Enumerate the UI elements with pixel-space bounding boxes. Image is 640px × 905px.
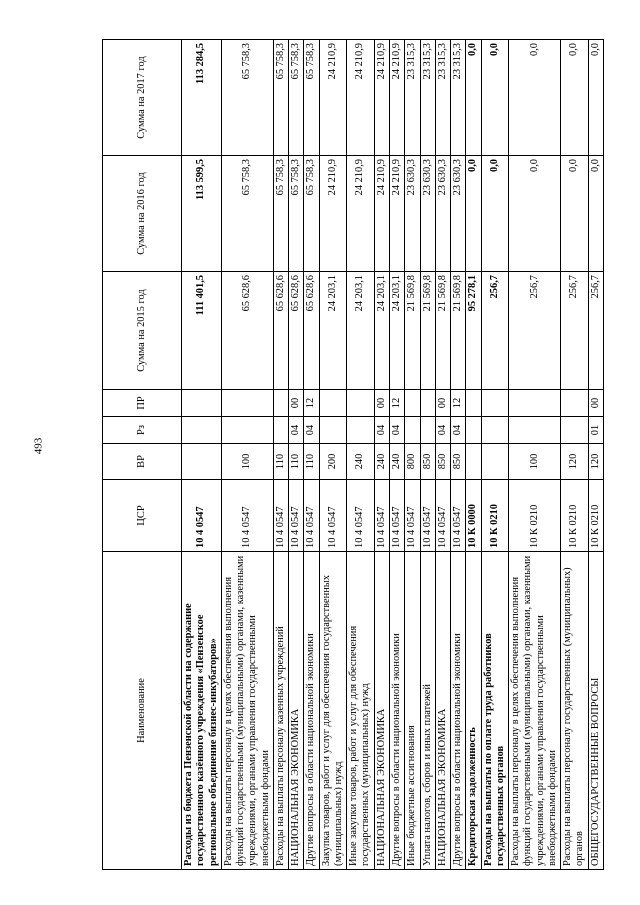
- cell-sum-2016: 24 210,9: [389, 156, 404, 272]
- cell-csr: 10 К 0210: [481, 480, 509, 552]
- cell-sum-2017: 113 284,5: [182, 40, 222, 156]
- cell-name: Расходы на выплаты персоналу в целях обеспечения выполнения функций государственными (муниципальными) органами, казенными учреждениями, органами управления государственными внебюджетными фондами: [221, 552, 273, 870]
- cell-rz: 04: [435, 417, 450, 444]
- cell-rz: 04: [389, 417, 404, 444]
- cell-sum-2015: 24 203,1: [374, 272, 389, 390]
- table-body: [182, 40, 604, 870]
- cell-name: Расходы на выплаты по оплате труда работников государственных органов: [481, 552, 509, 870]
- table-row: [289, 40, 304, 870]
- cell-name: Иные закупки товаров, работ и услуг для обеспечения государственных (муниципальных) нужд: [347, 552, 375, 870]
- cell-vr: 240: [389, 444, 404, 480]
- table-row: [509, 40, 561, 870]
- cell-rz: 04: [451, 417, 466, 444]
- cell-rz: [420, 417, 435, 444]
- cell-vr: 850: [435, 444, 450, 480]
- cell-sum-2017: 65 758,3: [273, 40, 288, 156]
- cell-rz: [319, 417, 347, 444]
- cell-pr: [273, 390, 288, 417]
- table-row: [389, 40, 404, 870]
- cell-csr: 10 4 0547: [182, 480, 222, 552]
- cell-rz: [561, 417, 589, 444]
- cell-name: Другие вопросы в области национальной экономики: [389, 552, 404, 870]
- cell-name: Расходы на выплаты персоналу в целях обеспечения выполнения функций государственными (муниципальными) органами, казенными учреждениями, органами управления государственными внебюджетными фондами: [509, 552, 561, 870]
- cell-sum-2017: 65 758,3: [221, 40, 273, 156]
- cell-pr: [509, 390, 561, 417]
- cell-sum-2017: 24 210,9: [319, 40, 347, 156]
- cell-sum-2015: 256,7: [509, 272, 561, 390]
- cell-pr: [466, 390, 481, 417]
- cell-sum-2015: 21 569,8: [405, 272, 420, 390]
- cell-pr: [420, 390, 435, 417]
- cell-sum-2016: 65 758,3: [221, 156, 273, 272]
- table-row: [319, 40, 347, 870]
- cell-sum-2016: 24 210,9: [374, 156, 389, 272]
- cell-name: Другие вопросы в области национальной экономики: [304, 552, 319, 870]
- cell-pr: 12: [389, 390, 404, 417]
- cell-vr: [481, 444, 509, 480]
- header-sum-2015: Сумма на 2015 год: [103, 272, 182, 390]
- cell-sum-2016: 0,0: [588, 156, 603, 272]
- cell-sum-2016: 24 210,9: [347, 156, 375, 272]
- cell-sum-2015: 21 569,8: [420, 272, 435, 390]
- cell-csr: 10 4 0547: [319, 480, 347, 552]
- cell-sum-2017: 0,0: [588, 40, 603, 156]
- cell-pr: [182, 390, 222, 417]
- table-row: [435, 40, 450, 870]
- cell-csr: 10 4 0547: [304, 480, 319, 552]
- cell-sum-2017: 65 758,3: [289, 40, 304, 156]
- cell-vr: [466, 444, 481, 480]
- cell-vr: 110: [273, 444, 288, 480]
- header-pr: ПР: [103, 390, 182, 417]
- cell-sum-2017: 0,0: [509, 40, 561, 156]
- cell-csr: 10 4 0547: [389, 480, 404, 552]
- cell-sum-2017: 23 315,3: [405, 40, 420, 156]
- cell-csr: 10 К 0210: [588, 480, 603, 552]
- cell-name: Иные бюджетные ассигнования: [405, 552, 420, 870]
- cell-sum-2015: 256,7: [561, 272, 589, 390]
- cell-rz: [347, 417, 375, 444]
- cell-sum-2016: 113 599,5: [182, 156, 222, 272]
- cell-sum-2015: 256,7: [588, 272, 603, 390]
- cell-sum-2015: 65 628,6: [289, 272, 304, 390]
- cell-pr: [481, 390, 509, 417]
- cell-sum-2016: 24 210,9: [319, 156, 347, 272]
- cell-name: НАЦИОНАЛЬНАЯ ЭКОНОМИКА: [374, 552, 389, 870]
- cell-name: Расходы на выплаты персоналу казенных учреждений: [273, 552, 288, 870]
- table-header-row: [103, 40, 182, 870]
- cell-name: НАЦИОНАЛЬНАЯ ЭКОНОМИКА: [435, 552, 450, 870]
- cell-vr: 240: [347, 444, 375, 480]
- cell-rz: 04: [289, 417, 304, 444]
- cell-csr: 10 4 0547: [405, 480, 420, 552]
- cell-vr: 240: [374, 444, 389, 480]
- cell-sum-2015: 256,7: [481, 272, 509, 390]
- table-row: [588, 40, 603, 870]
- cell-name: Кредиторская задолженность: [466, 552, 481, 870]
- cell-sum-2016: 65 758,3: [273, 156, 288, 272]
- table-row: [451, 40, 466, 870]
- header-vr: ВР: [103, 444, 182, 480]
- cell-pr: [347, 390, 375, 417]
- cell-vr: 850: [451, 444, 466, 480]
- cell-name: Уплата налогов, сборов и иных платежей: [420, 552, 435, 870]
- cell-csr: 10 4 0547: [289, 480, 304, 552]
- header-sum-2016: Сумма на 2016 год: [103, 156, 182, 272]
- cell-sum-2015: 21 569,8: [435, 272, 450, 390]
- cell-sum-2016: 0,0: [481, 156, 509, 272]
- cell-vr: 100: [221, 444, 273, 480]
- cell-pr: [405, 390, 420, 417]
- cell-pr: 00: [435, 390, 450, 417]
- cell-sum-2016: 65 758,3: [289, 156, 304, 272]
- cell-pr: 00: [289, 390, 304, 417]
- header-sum-2017: Сумма на 2017 год: [103, 40, 182, 156]
- cell-sum-2015: 95 278,1: [466, 272, 481, 390]
- cell-sum-2017: 23 315,3: [435, 40, 450, 156]
- cell-pr: 00: [374, 390, 389, 417]
- cell-vr: 110: [289, 444, 304, 480]
- cell-name: ОБЩЕГОСУДАРСТВЕННЫЕ ВОПРОСЫ: [588, 552, 603, 870]
- cell-sum-2015: 24 203,1: [319, 272, 347, 390]
- cell-rz: 04: [304, 417, 319, 444]
- cell-vr: 120: [588, 444, 603, 480]
- cell-sum-2015: 65 628,6: [221, 272, 273, 390]
- table-row: [182, 40, 222, 870]
- cell-csr: 10 4 0547: [273, 480, 288, 552]
- cell-sum-2016: 23 630,3: [435, 156, 450, 272]
- table-row: [304, 40, 319, 870]
- cell-pr: 12: [304, 390, 319, 417]
- cell-csr: 10 4 0547: [451, 480, 466, 552]
- cell-csr: 10 К 0000: [466, 480, 481, 552]
- cell-sum-2016: 0,0: [509, 156, 561, 272]
- cell-pr: [221, 390, 273, 417]
- header-csr: ЦСР: [103, 480, 182, 552]
- cell-pr: 12: [451, 390, 466, 417]
- table-row: [374, 40, 389, 870]
- header-name: Наименование: [103, 552, 182, 870]
- table-row: [347, 40, 375, 870]
- cell-sum-2016: 65 758,3: [304, 156, 319, 272]
- cell-csr: 10 4 0547: [221, 480, 273, 552]
- budget-table: [102, 39, 604, 870]
- table-row: [561, 40, 589, 870]
- cell-sum-2015: 111 401,5: [182, 272, 222, 390]
- cell-rz: [182, 417, 222, 444]
- cell-sum-2015: 24 203,1: [347, 272, 375, 390]
- cell-sum-2016: 23 630,3: [451, 156, 466, 272]
- budget-table-container: [102, 40, 632, 870]
- table-row: [420, 40, 435, 870]
- cell-vr: 200: [319, 444, 347, 480]
- table-row: [221, 40, 273, 870]
- cell-sum-2017: 23 315,3: [420, 40, 435, 156]
- cell-rz: [273, 417, 288, 444]
- cell-sum-2017: 23 315,3: [451, 40, 466, 156]
- cell-rz: 04: [374, 417, 389, 444]
- cell-vr: 850: [420, 444, 435, 480]
- table-row: [405, 40, 420, 870]
- cell-csr: 10 К 0210: [561, 480, 589, 552]
- cell-sum-2017: 24 210,9: [389, 40, 404, 156]
- cell-sum-2017: 0,0: [561, 40, 589, 156]
- cell-vr: 110: [304, 444, 319, 480]
- cell-vr: [182, 444, 222, 480]
- cell-rz: 01: [588, 417, 603, 444]
- cell-csr: 10 4 0547: [374, 480, 389, 552]
- cell-name: Расходы из бюджета Пензенской области на содержание государственного казённого учреждения «Пензенское региональное объединение бизнес-инкубаторов»: [182, 552, 222, 870]
- cell-rz: [405, 417, 420, 444]
- cell-sum-2017: 0,0: [481, 40, 509, 156]
- cell-name: Закупка товаров, работ и услуг для обеспечения государственных (муниципальных) нужд: [319, 552, 347, 870]
- cell-name: НАЦИОНАЛЬНАЯ ЭКОНОМИКА: [289, 552, 304, 870]
- cell-name: Расходы на выплаты персоналу государственных (муниципальных) органов: [561, 552, 589, 870]
- cell-pr: [319, 390, 347, 417]
- cell-sum-2017: 24 210,9: [374, 40, 389, 156]
- cell-sum-2017: 24 210,9: [347, 40, 375, 156]
- cell-csr: 10 4 0547: [347, 480, 375, 552]
- cell-rz: [481, 417, 509, 444]
- cell-rz: [466, 417, 481, 444]
- table-row: [466, 40, 481, 870]
- cell-sum-2016: 0,0: [561, 156, 589, 272]
- cell-sum-2016: 0,0: [466, 156, 481, 272]
- cell-rz: [509, 417, 561, 444]
- cell-sum-2017: 65 758,3: [304, 40, 319, 156]
- header-rz: Рз: [103, 417, 182, 444]
- cell-sum-2015: 24 203,1: [389, 272, 404, 390]
- cell-sum-2016: 23 630,3: [405, 156, 420, 272]
- cell-rz: [221, 417, 273, 444]
- cell-sum-2015: 65 628,6: [304, 272, 319, 390]
- page-number: 493: [32, 437, 45, 455]
- cell-name: Другие вопросы в области национальной экономики: [451, 552, 466, 870]
- cell-vr: 800: [405, 444, 420, 480]
- cell-csr: 10 К 0210: [509, 480, 561, 552]
- cell-sum-2015: 65 628,6: [273, 272, 288, 390]
- cell-pr: 00: [588, 390, 603, 417]
- cell-sum-2015: 21 569,8: [451, 272, 466, 390]
- cell-pr: [561, 390, 589, 417]
- cell-vr: 100: [509, 444, 561, 480]
- cell-sum-2016: 23 630,3: [420, 156, 435, 272]
- cell-vr: 120: [561, 444, 589, 480]
- cell-csr: 10 4 0547: [435, 480, 450, 552]
- table-row: [481, 40, 509, 870]
- table-row: [273, 40, 288, 870]
- cell-sum-2017: 0,0: [466, 40, 481, 156]
- cell-csr: 10 4 0547: [420, 480, 435, 552]
